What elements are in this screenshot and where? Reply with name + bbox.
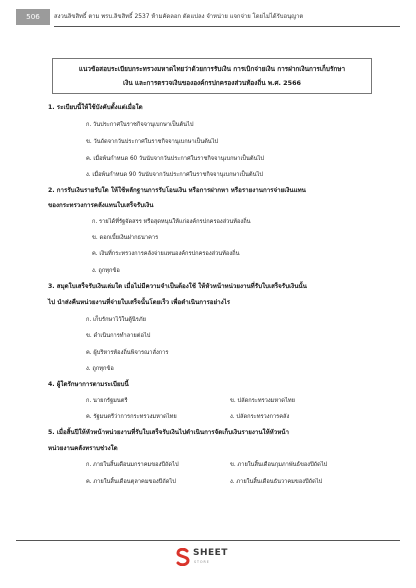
question-4: 4. ผู้ใดรักษาการตามระเบียบนี้ <box>48 381 129 388</box>
question-4-option-b: ข. ปลัดกระทรวงมหาดไทย <box>230 398 295 404</box>
question-1-option-d: ง. เมื่อพ้นกำหนด 90 วันนับจากวันประกาศในราชกิจจานุเบกษาเป็นต้นไป <box>86 172 263 178</box>
header-divider <box>54 26 400 27</box>
question-3-line-2: ไป นำส่งคืนหน่วยงานที่จ่ายใบเสร็จนั้นโดยเร็ว เพื่อดำเนินการอย่างไร <box>48 299 231 306</box>
question-3-option-b: ข. ดำเนินการทำลายต่อไป <box>86 333 151 339</box>
question-5-option-c: ค. ภายในสิ้นเดือนตุลาคมของปีถัดไป <box>86 479 176 485</box>
question-2-option-c: ค. เงินที่กระทรวงการคลังจ่ายแทนองค์กรปกครองส่วนท้องถิ่น <box>92 251 240 257</box>
question-4-option-d: ง. ปลัดกระทรวงการคลัง <box>230 414 290 420</box>
logo-subtext: STORE <box>194 560 210 564</box>
question-1: 1. ระเบียบนี้ให้ใช้บังคับตั้งแต่เมื่อใด <box>48 104 143 111</box>
question-3-option-c: ค. ผู้บริหารท้องถิ่นพิจารณาสั่งการ <box>86 350 169 356</box>
question-2-option-a: ก. รายได้ที่รัฐจัดสรร หรือสุดหนุนให้แก่องค์กรปกครองส่วนท้องถิ่น <box>92 219 251 225</box>
footer-divider <box>16 540 400 541</box>
sheet-store-s-logo-icon <box>176 548 190 566</box>
question-5-option-d: ง. ภายในสิ้นเดือนธันวาคมของปีถัดไป <box>230 479 323 485</box>
question-4-option-a: ก. นายกรัฐมนตรี <box>86 398 128 404</box>
question-4-option-c: ค. รัฐมนตรีว่าการกระทรวงมหาดไทย <box>86 414 177 420</box>
question-2-line-2: ของกระทรวงการคลังแทนใบเสร็จรับเงิน <box>48 202 154 209</box>
page-number: 506 <box>16 9 50 25</box>
question-3-option-d: ง. ถูกทุกข้อ <box>86 366 114 372</box>
question-5-option-a: ก. ภายในสิ้นเดือนมกราคมของปีถัดไป <box>86 462 179 468</box>
title-line-1: แนวข้อสอบระเบียบกระทรวงมหาดไทยว่าด้วยการรับเงิน การเบิกจ่ายเงิน การฝากเงินการเก็บรักษา <box>78 65 346 73</box>
question-2-option-b: ข. ดอกเบี้ยเงินฝากธนาคาร <box>92 235 159 241</box>
sheet-store-logo <box>176 547 242 569</box>
question-1-option-a: ก. วันประกาศในราชกิจจานุเบกษาเป็นต้นไป <box>86 122 194 128</box>
question-2-line-1: 2. การรับเงินรายรับใด ให้ใช้หลักฐานการรับโอนเงิน หรือการฝากหา หรือรายงานการจ่ายเงินแทน <box>48 187 306 194</box>
question-5-line-1: 5. เมื่อสิ้นปีให้หัวหน้าหน่วยงานที่รับใบเสร็จรับเงินไปดำเนินการจัดเก็บเงินรายงานให้หัวหน้า <box>48 429 289 436</box>
question-1-option-c: ค. เมื่อพ้นกำหนด 60 วันนับจากวันประกาศในราชกิจจานุเบกษาเป็นต้นไป <box>86 156 264 162</box>
question-3-line-1: 3. สมุดใบเสร็จรับเงินเล่มใด เมื่อไม่มีความจำเป็นต้องใช้ ให้หัวหน้าหน่วยงานที่รับใบเสร็จรับเงินนั้น <box>48 283 307 290</box>
title-box <box>52 58 372 94</box>
logo-text: SHEET <box>193 548 228 558</box>
question-1-option-b: ข. วันถัดจากวันประกาศในราชกิจจานุเบกษาเป็นต้นไป <box>86 139 219 145</box>
question-5-line-2: หน่วยงานคลังทราบช่วงใด <box>48 445 118 452</box>
title-line-2: เงิน และการตรวจเงินขององค์กรปกครองส่วนท้องถิ่น พ.ศ. 2566 <box>123 79 301 87</box>
question-3-option-a: ก. เก็บรักษาไว้ในตู้นิรภัย <box>86 317 146 323</box>
question-5-option-b: ข. ภายในสิ้นเดือนกุมภาพันธ์ของปีถัดไป <box>230 462 328 468</box>
question-2-option-d: ง. ถูกทุกข้อ <box>92 268 120 274</box>
copyright-notice: สงวนลิขสิทธิ์ ตาม พรบ.ลิขสิทธิ์ 2537 ห้ามคัดลอก ดัดแปลง จำหน่าย แจกจ่าย โดยไม่ได้รับอนุญาต <box>54 14 304 20</box>
